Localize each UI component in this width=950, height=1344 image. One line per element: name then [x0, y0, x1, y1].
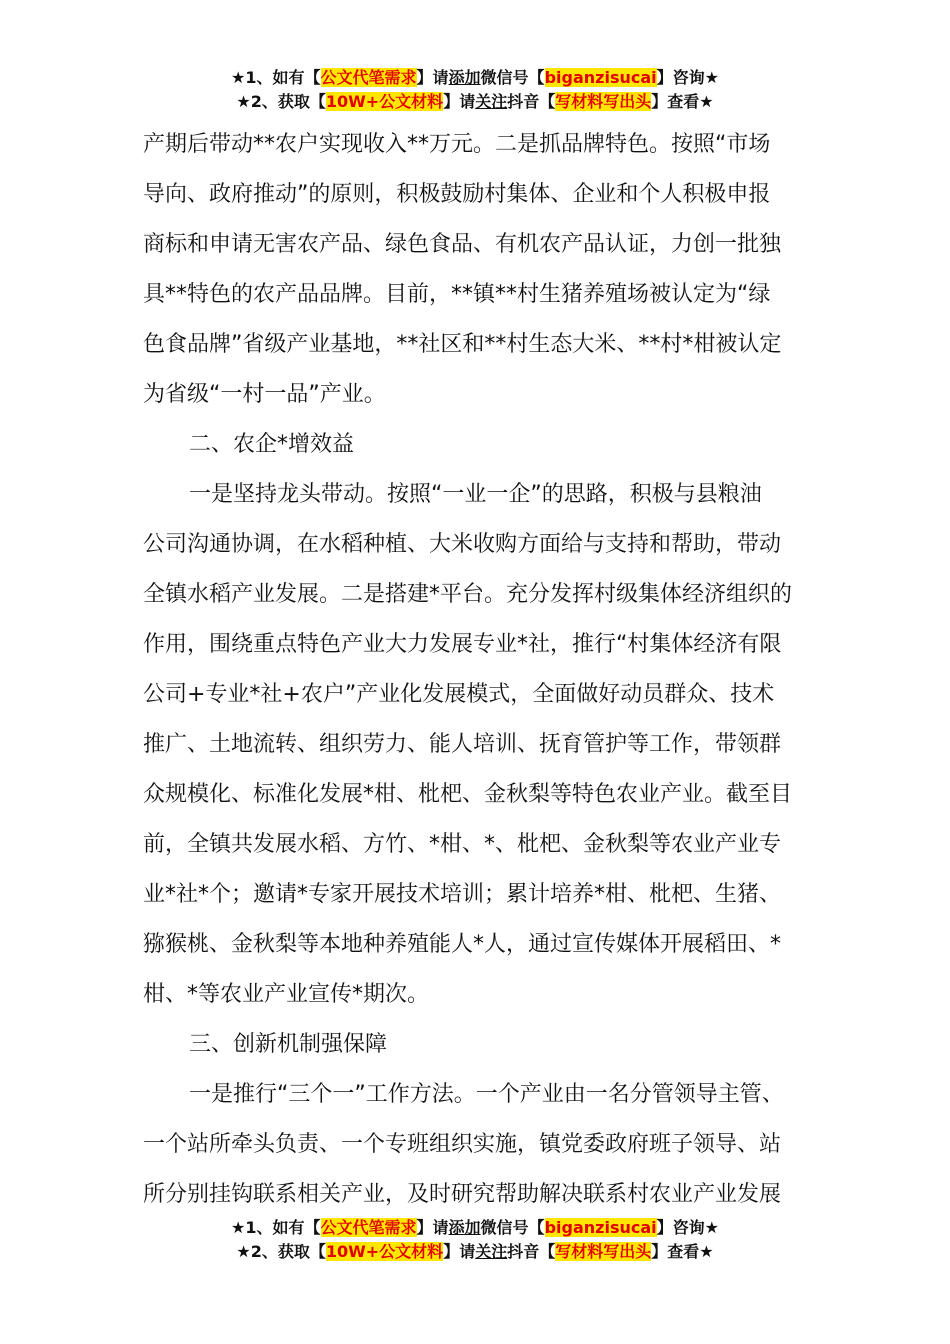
text-line: 业*社*个；邀请*专家开展技术培训；累计培养*柑、枇杷、生猪、: [143, 882, 782, 907]
text-line: 公司+专业*社+农户”产业化发展模式，全面做好动员群众、技术: [143, 682, 775, 707]
text-line: 公司沟通协调，在水稻种植、大米收购方面给与支持和帮助，带动: [143, 532, 782, 557]
banner-bottom: [0, 1216, 950, 1264]
banner-line-2: ★2、获取【10W+公文材料】请关注抖音【写材料写出头】查看★: [236, 92, 714, 111]
text-line: 作用，围绕重点特色产业大力发展专业*社，推行“村集体经济有限: [143, 632, 782, 657]
highlight-demand: 公文代笔需求: [320, 68, 417, 87]
text-line: 产期后带动**农户实现收入**万元。二是抓品牌特色。按照“市场: [143, 132, 771, 157]
banner-top: [0, 66, 950, 114]
banner-line-1: ★1、如有【公文代笔需求】请添加微信号【biganzisucai】咨询★: [231, 68, 719, 87]
highlight-douyin: 写材料写出头: [555, 1242, 652, 1261]
text-line: 导向、政府推动”的原则，积极鼓励村集体、企业和个人积极申报: [143, 182, 771, 207]
text-line: 全镇水稻产业发展。二是搭建*平台。充分发挥村级集体经济组织的: [143, 582, 793, 607]
text-line: 猕猴桃、金秋梨等本地种养殖能人*人，通过宣传媒体开展稻田、*: [143, 932, 782, 957]
text-line: 柑、*等农业产业宣传*期次。: [143, 982, 430, 1007]
highlight-materials: 10W+公文材料: [325, 1242, 444, 1261]
text-line: 推广、土地流转、组织劳力、能人培训、抚育管护等工作，带领群: [143, 732, 782, 757]
highlight-wechat-id: biganzisucai: [544, 1218, 657, 1237]
text-line: 具**特色的农产品品牌。目前，**镇**村生猪养殖场被认定为“绿: [143, 282, 771, 307]
text-line: 为省级“一村一品”产业。: [143, 382, 386, 407]
banner-line-2: ★2、获取【10W+公文材料】请关注抖音【写材料写出头】查看★: [236, 1242, 714, 1261]
text-line: 前，全镇共发展水稻、方竹、*柑、*、枇杷、金秋梨等农业产业专: [143, 832, 782, 857]
text-line: 二、农企*增效益: [189, 432, 355, 457]
highlight-wechat-id: biganzisucai: [544, 68, 657, 87]
text-line: 商标和申请无害农产品、绿色食品、有机农产品认证，力创一批独: [143, 232, 782, 257]
banner-line-1: ★1、如有【公文代笔需求】请添加微信号【biganzisucai】咨询★: [231, 1218, 719, 1237]
highlight-materials: 10W+公文材料: [325, 92, 444, 111]
text-line: 色食品牌”省级产业基地，**社区和**村生态大米、**村*柑被认定: [143, 332, 782, 357]
highlight-demand: 公文代笔需求: [320, 1218, 417, 1237]
text-line: 一是推行“三个一”工作方法。一个产业由一名分管领导主管、: [189, 1082, 784, 1107]
text-line: 众规模化、标准化发展*柑、枇杷、金秋梨等特色农业产业。截至目: [143, 782, 793, 807]
text-line: 三、创新机制强保障: [189, 1032, 388, 1057]
text-line: 一是坚持龙头带动。按照“一业一企”的思路，积极与县粮油: [189, 482, 762, 507]
highlight-douyin: 写材料写出头: [555, 92, 652, 111]
text-line: 所分别挂钩联系相关产业，及时研究帮助解决联系村农业产业发展: [143, 1182, 782, 1207]
text-line: 一个站所牵头负责、一个专班组织实施，镇党委政府班子领导、站: [143, 1132, 782, 1157]
